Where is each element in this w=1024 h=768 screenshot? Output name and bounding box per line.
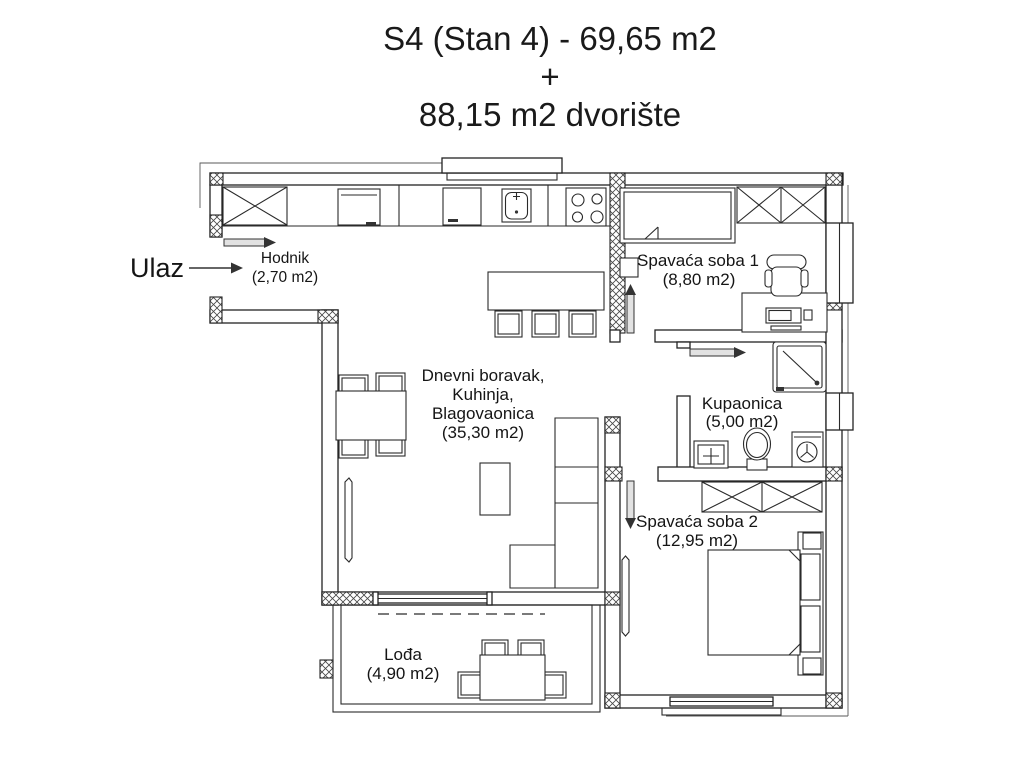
toilet: [744, 428, 771, 470]
living-tv: [345, 478, 352, 562]
bedroom2-wardrobe: [702, 482, 822, 512]
bedroom1-window: [826, 223, 853, 303]
title-line-3: 88,15 m2 dvorište: [418, 96, 682, 133]
desk-chair: [765, 255, 808, 296]
wall-bath-left-b: [677, 396, 690, 478]
loggia-dining-set: [458, 640, 566, 700]
bedroom2-window: [662, 697, 781, 715]
bathroom-door: [690, 347, 746, 358]
wall-top: [210, 173, 843, 185]
stove: [566, 188, 606, 226]
entrance-door: [224, 237, 276, 248]
bar-stool: [532, 311, 559, 337]
wall-bath-left-a: [677, 342, 690, 348]
shower: [773, 342, 826, 392]
wall-living-bedroom2: [605, 417, 620, 708]
kitchen-counter: [222, 185, 610, 226]
loggia-table: [480, 655, 545, 700]
living-name-2: Kuhinja,: [452, 385, 514, 404]
bedroom1-door: [625, 284, 636, 333]
coffee-table: [480, 463, 510, 515]
bedroom2-door: [625, 481, 636, 529]
bedroom1-nightstand: [620, 258, 638, 277]
kitchen-sink: [502, 189, 531, 222]
bedroom1-bed: [620, 188, 735, 243]
fridge: [338, 189, 380, 225]
loggia-window: [373, 592, 492, 605]
bedroom1-wardrobe: [737, 187, 825, 223]
hodnik-area: (2,70 m2): [251, 269, 319, 286]
hodnik-name: Hodnik: [260, 250, 310, 267]
wall-bedroom1-bottom-a: [610, 330, 620, 342]
wall-living-left: [322, 310, 338, 605]
bathroom-sink: [694, 441, 728, 468]
living-name-3: Blagovaonica: [431, 404, 535, 423]
title-line-1: S4 (Stan 4) - 69,65 m2: [383, 20, 717, 57]
living-area: (35,30 m2): [441, 423, 525, 442]
bedroom2-tv: [622, 556, 629, 636]
kitchen-island: [488, 272, 604, 337]
bedroom1-area: (8,80 m2): [662, 270, 736, 289]
living-name-1: Dnevni boravak,: [421, 366, 545, 385]
bathroom-name: Kupaonica: [701, 394, 783, 413]
entrance-label: Ulaz: [129, 253, 185, 283]
title-line-2: +: [540, 58, 560, 95]
bedroom2-name: Spavaća soba 2: [636, 512, 758, 531]
bedroom2-area: (12,95 m2): [655, 531, 739, 550]
loggia-name: Lođa: [384, 645, 422, 664]
dining-set: [336, 373, 406, 458]
ulaz-arrow: [189, 263, 243, 274]
loggia-area: (4,90 m2): [366, 664, 440, 683]
bathroom-area: (5,00 m2): [705, 412, 779, 431]
kitchen-cabinet: [443, 188, 481, 225]
hall-closet: [223, 187, 287, 225]
corner-sofa: [510, 418, 598, 588]
bar-stool: [495, 311, 522, 337]
bar-stool: [569, 311, 596, 337]
bathroom-window: [826, 393, 853, 430]
dining-table: [336, 391, 406, 440]
washing-machine: [792, 432, 823, 467]
bedroom2-bed: [708, 532, 823, 675]
bedroom1-name: Spavaća soba 1: [637, 251, 759, 270]
